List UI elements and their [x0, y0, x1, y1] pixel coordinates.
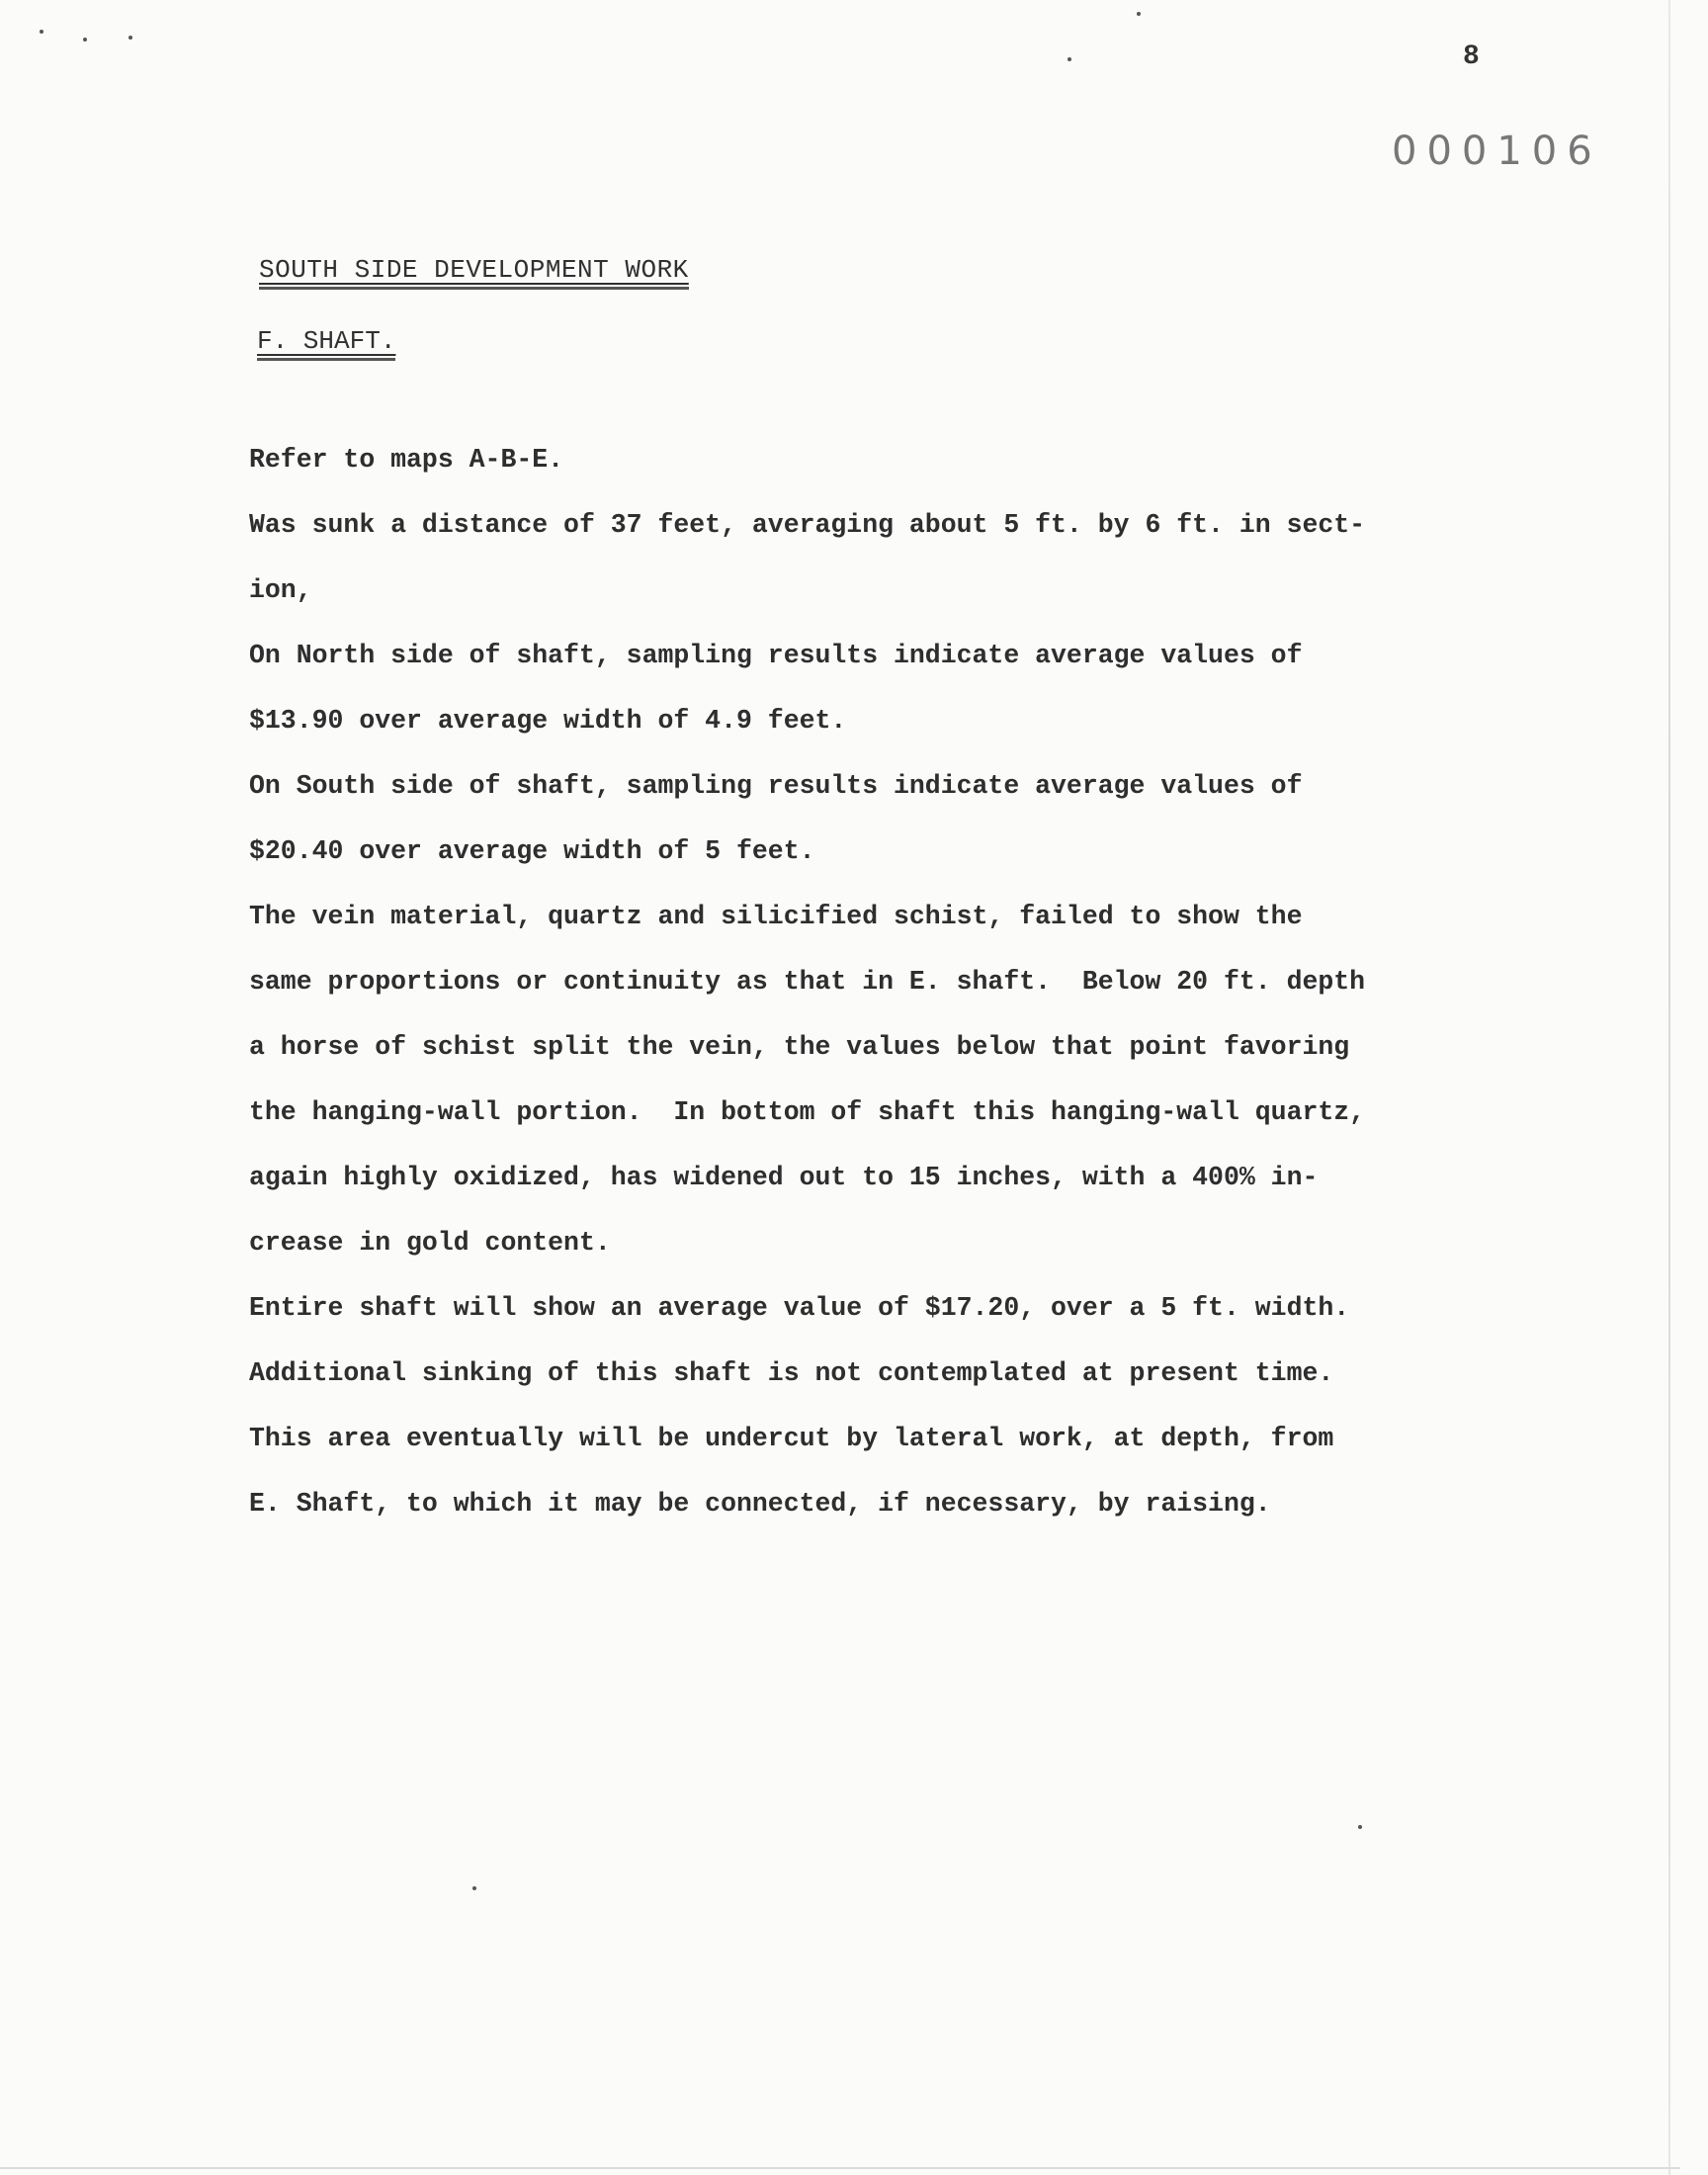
body-line: again highly oxidized, has widened out to 15 inches, with a 400% in-: [249, 1163, 1319, 1192]
heading-underline: [257, 358, 395, 361]
scan-speck: [128, 36, 132, 40]
body-line: On South side of shaft, sampling results indicate average values of: [249, 771, 1303, 801]
body-line: crease in gold content.: [249, 1228, 611, 1258]
body-line: $20.40 over average width of 5 feet.: [249, 836, 815, 866]
body-line: Entire shaft will show an average value of $17.20, over a 5 ft. width.: [249, 1293, 1350, 1323]
document-id-stamp: 000106: [1392, 129, 1602, 174]
body-line: $13.90 over average width of 4.9 feet.: [249, 706, 847, 736]
scan-speck: [83, 38, 87, 42]
body-line: same proportions or continuity as that in E. shaft. Below 20 ft. depth: [249, 967, 1366, 997]
scan-speck: [1358, 1825, 1362, 1829]
heading-underline: [259, 287, 689, 290]
body-line: E. Shaft, to which it may be connected, if necessary, by raising.: [249, 1489, 1271, 1519]
section-heading-text: SOUTH SIDE DEVELOPMENT WORK: [259, 255, 689, 285]
page-edge-right: [1668, 0, 1670, 2175]
body-line: On North side of shaft, sampling results indicate average values of: [249, 641, 1303, 670]
subsection-heading: [257, 326, 395, 361]
body-line: The vein material, quartz and silicified schist, failed to show the: [249, 902, 1303, 931]
body-line: the hanging-wall portion. In bottom of shaft this hanging-wall quartz,: [249, 1097, 1366, 1127]
subsection-heading-text: F. SHAFT.: [257, 326, 396, 356]
body-line: ion,: [249, 575, 312, 605]
scan-speck: [40, 30, 43, 34]
body-line: Was sunk a distance of 37 feet, averaging about 5 ft. by 6 ft. in sect-: [249, 510, 1366, 540]
body-text: [249, 427, 1435, 1536]
body-line: This area eventually will be undercut by lateral work, at depth, from: [249, 1424, 1334, 1453]
scan-speck: [472, 1886, 476, 1890]
page-edge-bottom: [0, 2167, 1680, 2169]
section-heading: [259, 255, 689, 290]
body-line: Additional sinking of this shaft is not contemplated at present time.: [249, 1358, 1334, 1388]
body-line: Refer to maps A-B-E.: [249, 445, 564, 475]
scan-speck: [1068, 57, 1071, 61]
scan-speck: [1137, 12, 1141, 16]
page-number: 8: [1463, 42, 1480, 72]
body-line: a horse of schist split the vein, the values below that point favoring: [249, 1032, 1350, 1062]
